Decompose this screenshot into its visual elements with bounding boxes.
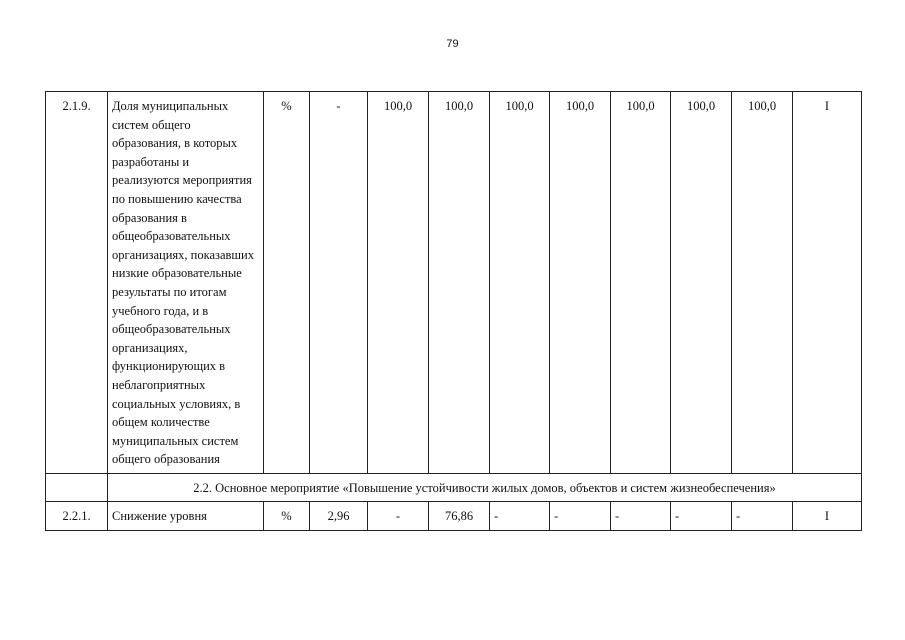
- value-cell: 100,0: [550, 92, 611, 474]
- table-row: [46, 502, 862, 531]
- value-cell: 100,0: [732, 92, 793, 474]
- value-cell: 100,0: [429, 92, 490, 474]
- value-cell: -: [310, 92, 368, 474]
- value-cell: 100,0: [611, 92, 671, 474]
- section-heading: 2.2. Основное мероприятие «Повышение устойчивости жилых домов, объектов и систем жизнеобеспечения»: [108, 473, 862, 502]
- type-cell: I: [793, 502, 862, 531]
- table-row: [46, 92, 862, 474]
- value-cell: 2,96: [310, 502, 368, 531]
- row-number: 2.2.1.: [46, 502, 108, 531]
- page-number: 79: [446, 38, 459, 50]
- value-cell: 76,86: [429, 502, 490, 531]
- unit-cell: %: [264, 502, 310, 531]
- value-cell: -: [671, 502, 732, 531]
- value-cell: -: [490, 502, 550, 531]
- type-cell: I: [793, 92, 862, 474]
- row-number: 2.1.9.: [46, 92, 108, 474]
- value-cell: -: [368, 502, 429, 531]
- value-cell: 100,0: [671, 92, 732, 474]
- indicator-name: Доля муниципальных систем общего образования, в которых разработаны и реализуются мероприятия по повышению качества образования в общеобразовательных организациях, показавших низкие образовательные результаты по итогам учебного года, и в общеобразовательных организациях, функционирующих в неблагоприятных социальных условиях, в общем количестве муниципальных систем общего образования: [108, 92, 264, 474]
- value-cell: -: [732, 502, 793, 531]
- empty-cell: [46, 473, 108, 502]
- indicator-table: [45, 91, 862, 531]
- unit-cell: %: [264, 92, 310, 474]
- value-cell: 100,0: [368, 92, 429, 474]
- value-cell: -: [550, 502, 611, 531]
- value-cell: -: [611, 502, 671, 531]
- section-row: [46, 473, 862, 502]
- value-cell: 100,0: [490, 92, 550, 474]
- indicator-name: Снижение уровня: [108, 502, 264, 531]
